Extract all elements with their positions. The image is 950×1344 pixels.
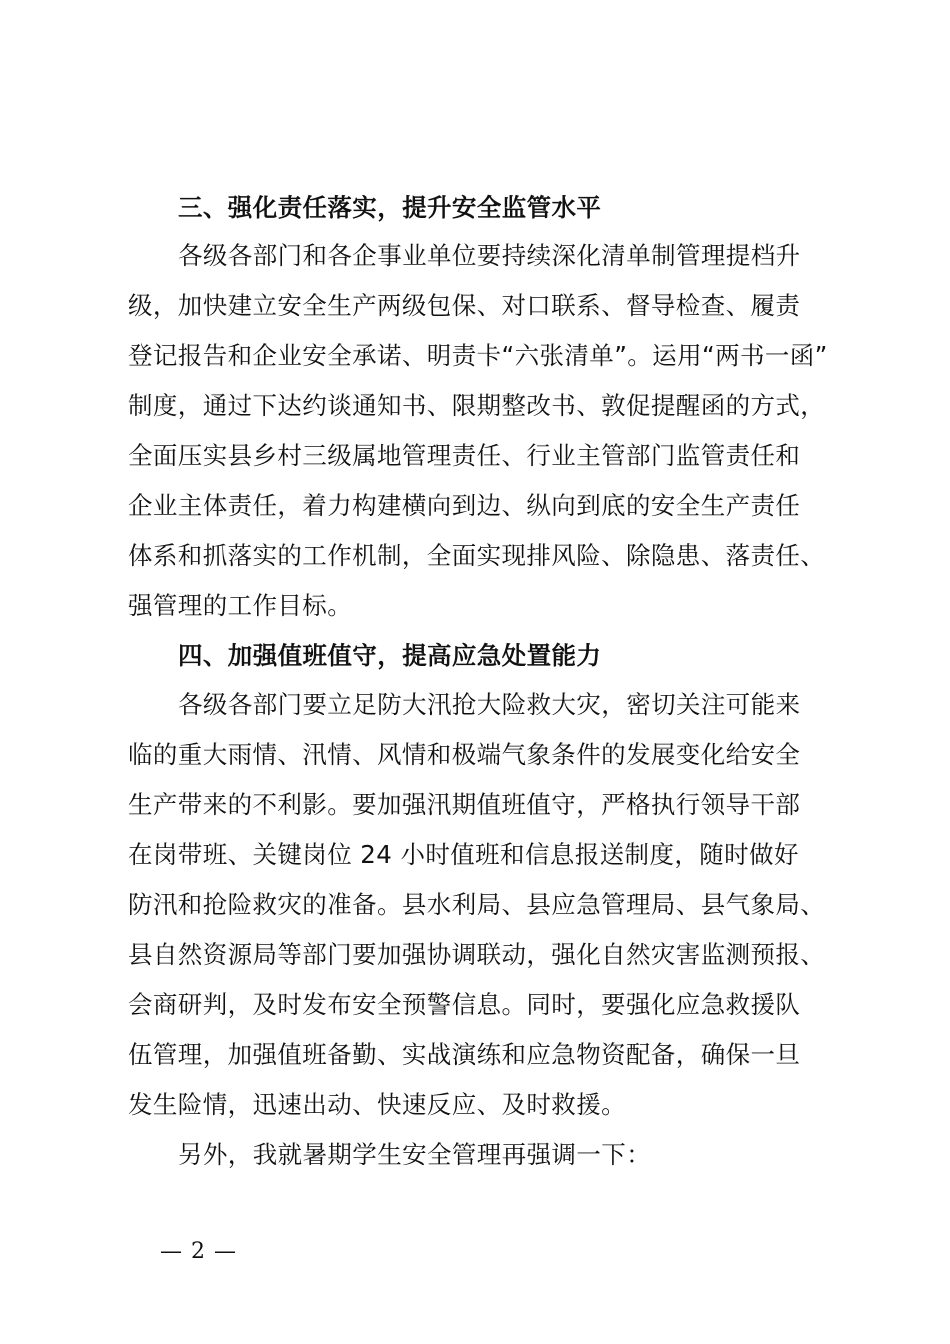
- section-3-heading: 三、强化责任落实，提升安全监管水平: [178, 193, 602, 222]
- paragraph-line: 制度，通过下达约谈通知书、限期整改书、敦促提醒函的方式，: [128, 391, 826, 420]
- paragraph-line: 临的重大雨情、汛情、风情和极端气象条件的发展变化给安全: [128, 740, 801, 769]
- paragraph-line: 全面压实县乡村三级属地管理责任、行业主管部门监管责任和: [128, 441, 801, 470]
- closing-line: 另外，我就暑期学生安全管理再强调一下：: [178, 1140, 652, 1169]
- paragraph-line: 防汛和抢险救灾的准备。县水利局、县应急管理局、县气象局、: [128, 890, 826, 919]
- paragraph-line: 县自然资源局等部门要加强协调联动，强化自然灾害监测预报、: [128, 940, 826, 969]
- paragraph-line: 体系和抓落实的工作机制，全面实现排风险、除隐患、落责任、: [128, 541, 826, 570]
- paragraph-line: 强管理的工作目标。: [128, 591, 353, 620]
- paragraph-line: 发生险情，迅速出动、快速反应、及时救援。: [128, 1090, 626, 1119]
- section-4-heading: 四、加强值班值守，提高应急处置能力: [178, 641, 602, 670]
- paragraph-line: 在岗带班、关键岗位 24 小时值班和信息报送制度，随时做好: [128, 840, 799, 869]
- paragraph-line: 级，加快建立安全生产两级包保、对口联系、督导检查、履责: [128, 291, 801, 320]
- paragraph-line: 各级各部门和各企事业单位要持续深化清单制管理提档升: [178, 241, 801, 270]
- paragraph-line: 企业主体责任，着力构建横向到边、纵向到底的安全生产责任: [128, 491, 801, 520]
- paragraph-line: 生产带来的不利影。要加强汛期值班值守，严格执行领导干部: [128, 790, 801, 819]
- page-number: — 2 —: [160, 1239, 237, 1264]
- paragraph-line: 登记报告和企业安全承诺、明责卡“六张清单”。运用“两书一函”: [128, 341, 828, 370]
- paragraph-line: 会商研判，及时发布安全预警信息。同时，要强化应急救援队: [128, 990, 801, 1019]
- paragraph-line: 各级各部门要立足防大汛抢大险救大灾，密切关注可能来: [178, 690, 801, 719]
- paragraph-line: 伍管理，加强值班备勤、实战演练和应急物资配备，确保一旦: [128, 1040, 801, 1069]
